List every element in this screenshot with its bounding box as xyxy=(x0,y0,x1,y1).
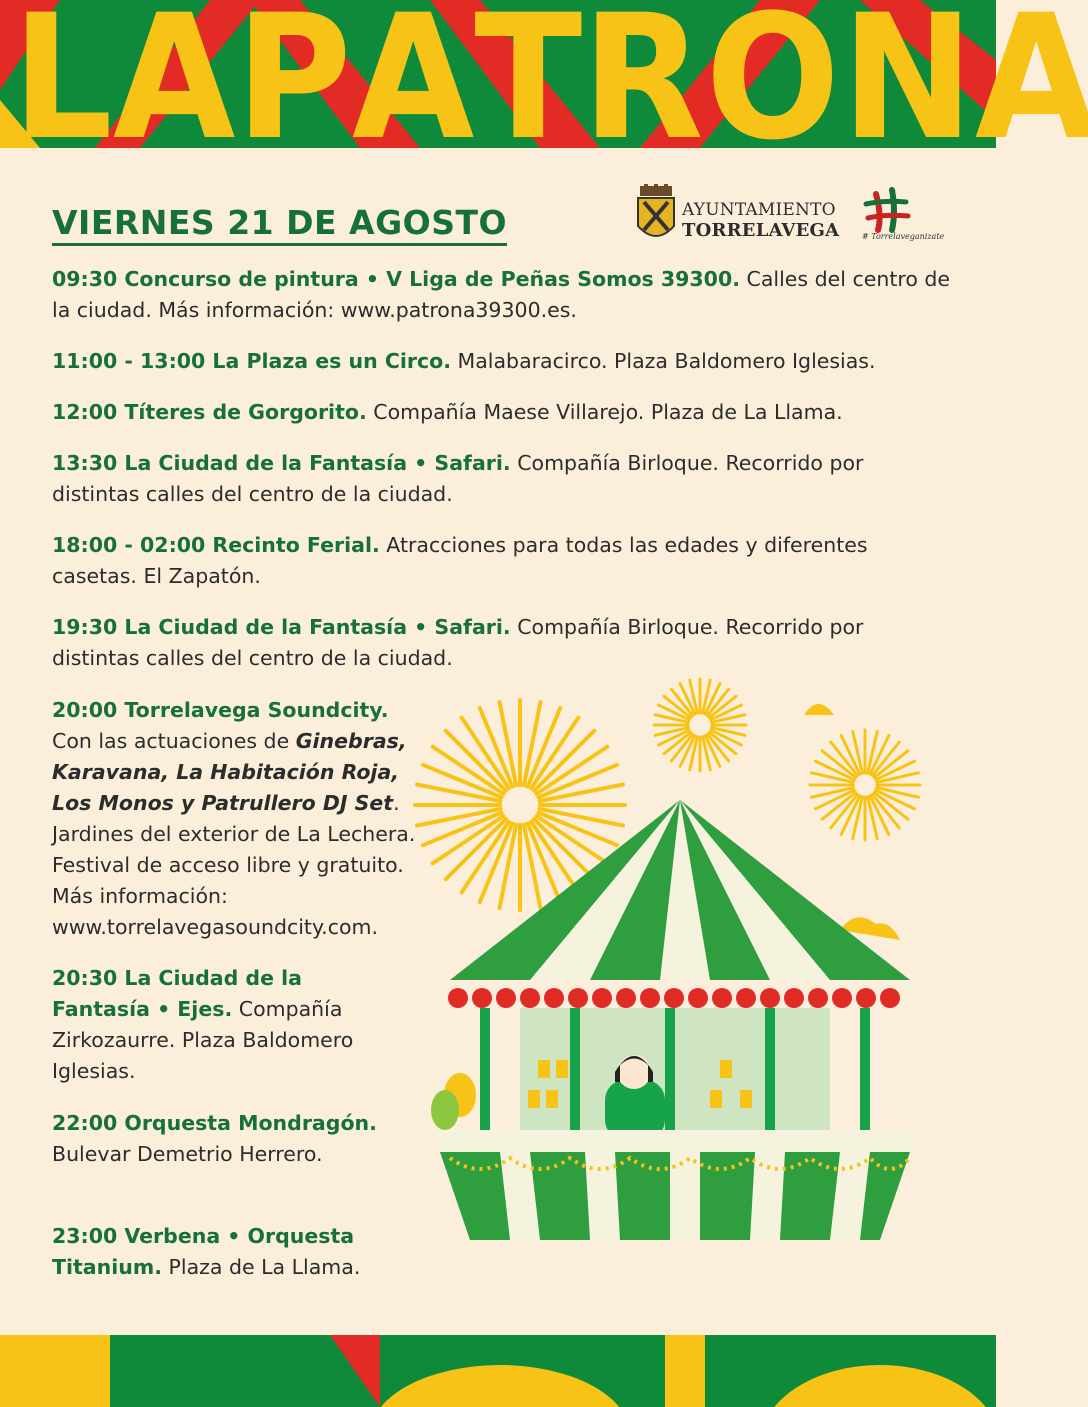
event-details: Compañía Birloque. Recorrido por distintas calles del centro de la ciudad. xyxy=(52,615,864,670)
event-details: Bulevar Demetrio Herrero. xyxy=(52,1142,323,1166)
title-letter: P xyxy=(235,0,343,178)
balloon-icon xyxy=(431,1073,476,1130)
event-title: 18:00 - 02:00 Recinto Ferial. xyxy=(52,533,380,557)
counter-top xyxy=(435,1130,915,1152)
event-item xyxy=(52,612,952,674)
event-item xyxy=(52,963,372,1087)
event-title: 12:00 Títeres de Gorgorito. xyxy=(52,400,367,424)
title-letter: T xyxy=(474,0,573,178)
event-details: Malabaracirco. Plaza Baldomero Iglesias. xyxy=(451,349,876,373)
soundcity-event xyxy=(52,695,432,943)
patrona-title xyxy=(0,0,1088,178)
day-title: VIERNES 21 DE AGOSTO xyxy=(52,205,507,246)
event-details: Calles del centro de la ciudad. Más información: www.patrona39300.es. xyxy=(52,267,951,322)
bottom-banner xyxy=(0,1335,996,1407)
event-item xyxy=(52,448,952,510)
event-details: Plaza de La Llama. xyxy=(162,1255,361,1279)
title-letter: L xyxy=(11,0,104,178)
event-details: . Jardines del exterior de La Lechera. Festival de acceso libre y gratuito. Más información: www.torrelavegasoundcity.com. xyxy=(52,791,416,939)
title-letter: R xyxy=(582,0,695,178)
event-title: 19:30 La Ciudad de la Fantasía • Safari. xyxy=(52,615,511,639)
bottom-banner-pattern xyxy=(0,1335,996,1407)
event-item xyxy=(52,264,952,326)
event-artists: Ginebras, Karavana, La Habitación Roja, Los Monos y Patrullero DJ Set xyxy=(52,729,407,815)
event-details: Compañía Birloque. Recorrido por distintas calles del centro de la ciudad. xyxy=(52,451,864,506)
torrelavega-label: TORRELAVEGA xyxy=(682,220,840,241)
coat-of-arms-icon xyxy=(636,186,676,244)
event-list xyxy=(52,264,952,694)
event-title: 09:30 Concurso de pintura • V Liga de Peñas Somos 39300. xyxy=(52,267,741,291)
event-details: Atracciones para todas las edades y diferentes casetas. El Zapatón. xyxy=(52,533,868,588)
event-title: 20:30 La Ciudad de la Fantasía • Ejes. xyxy=(52,966,302,1021)
ayuntamiento-label: AYUNTAMIENTO xyxy=(682,200,836,220)
title-letter: O xyxy=(705,0,831,178)
event-details: Compañía Maese Villarejo. Plaza de La Llama. xyxy=(366,400,843,424)
carousel-illustration xyxy=(410,680,940,1260)
event-item xyxy=(52,1221,382,1283)
event-item xyxy=(52,346,952,377)
event-item xyxy=(52,530,952,592)
event-item xyxy=(52,1108,397,1170)
hashtag-text: # Torrelaveganizate xyxy=(862,232,945,241)
logos xyxy=(636,186,956,250)
title-letter: A xyxy=(351,0,465,178)
event-item xyxy=(52,397,952,428)
title-letter: A xyxy=(112,0,226,178)
event-title: 11:00 - 13:00 La Plaza es un Circo. xyxy=(52,349,452,373)
event-details: Compañía Zirkozaurre. Plaza Baldomero Iglesias. xyxy=(52,997,354,1083)
event-title: 23:00 Verbena • Orquesta Titanium. xyxy=(52,1224,355,1279)
title-letter: N xyxy=(841,0,965,178)
red-balls xyxy=(448,988,900,1008)
top-banner xyxy=(0,0,1088,178)
event-title: 20:00 Torrelavega Soundcity. xyxy=(52,698,389,722)
event-title: 13:30 La Ciudad de la Fantasía • Safari. xyxy=(52,451,511,475)
event-title: 22:00 Orquesta Mondragón. xyxy=(52,1111,377,1135)
title-letter: A xyxy=(974,0,1088,178)
event-intro: Con las actuaciones de xyxy=(52,729,296,753)
